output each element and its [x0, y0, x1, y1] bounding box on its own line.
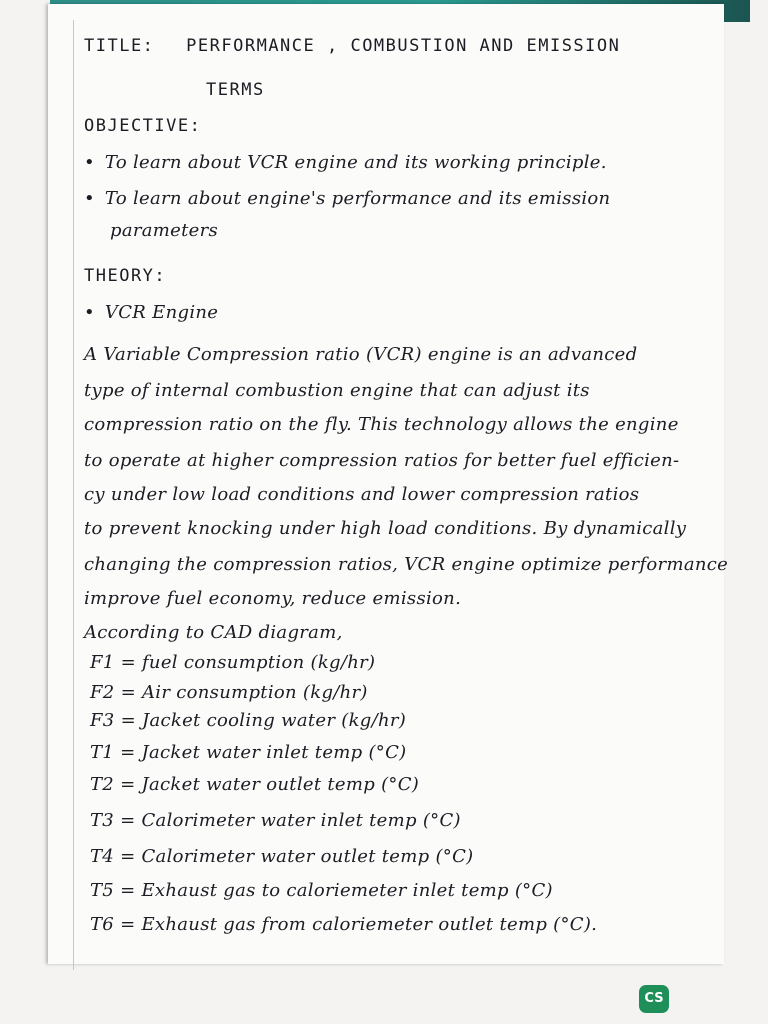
definition-item: T4 = Calorimeter water outlet temp (°C) [90, 846, 474, 867]
definition-item: T5 = Exhaust gas to caloriemeter inlet temp (°C) [90, 880, 553, 901]
bullet: • [84, 152, 95, 173]
title-label: TITLE: [84, 36, 155, 56]
paragraph-line: type of internal combustion engine that can adjust its [84, 380, 590, 401]
paragraph-line: changing the compression ratios, VCR engine optimize performance [84, 554, 729, 575]
bullet: • [84, 188, 95, 209]
objective-item-1 [84, 152, 607, 173]
paragraph-line: improve fuel economy, reduce emission. [84, 588, 462, 609]
objective-item-2 [84, 188, 610, 209]
objective-item-2-text: To learn about engine's performance and its emission [104, 188, 611, 209]
theory-subheading [84, 302, 218, 323]
bullet: • [84, 302, 95, 323]
paragraph-line: to prevent knocking under high load conditions. By dynamically [84, 518, 687, 539]
definition-item: T6 = Exhaust gas from caloriemeter outlet temp (°C). [90, 914, 598, 935]
title-text: PERFORMANCE , COMBUSTION AND EMISSION [186, 36, 621, 56]
definition-item: F2 = Air consumption (kg/hr) [90, 682, 368, 703]
definition-item: T1 = Jacket water inlet temp (°C) [90, 742, 407, 763]
paragraph-line: cy under low load conditions and lower compression ratios [84, 484, 640, 505]
paragraph-line: A Variable Compression ratio (VCR) engine is an advanced [84, 344, 638, 365]
definition-item: T3 = Calorimeter water inlet temp (°C) [90, 810, 461, 831]
theory-subheading-text: VCR Engine [104, 302, 219, 323]
objective-heading: OBJECTIVE: [84, 116, 202, 136]
title-text-cont: TERMS [206, 80, 265, 100]
definition-item: F3 = Jacket cooling water (kg/hr) [90, 710, 407, 731]
diagram-intro: According to CAD diagram, [84, 622, 343, 643]
definition-item: T2 = Jacket water outlet temp (°C) [90, 774, 420, 795]
theory-heading: THEORY: [84, 266, 167, 286]
objective-item-1-text: To learn about VCR engine and its working principle. [104, 152, 607, 173]
title-line [84, 36, 620, 56]
objective-item-2-cont: parameters [110, 220, 219, 241]
paragraph-line: compression ratio on the fly. This technology allows the engine [84, 414, 679, 435]
margin-line [73, 20, 74, 970]
definition-item: F1 = fuel consumption (kg/hr) [90, 652, 376, 673]
paragraph-line: to operate at higher compression ratios for better fuel efficien- [84, 450, 680, 471]
scanner-logo-badge: CS [639, 985, 669, 1013]
